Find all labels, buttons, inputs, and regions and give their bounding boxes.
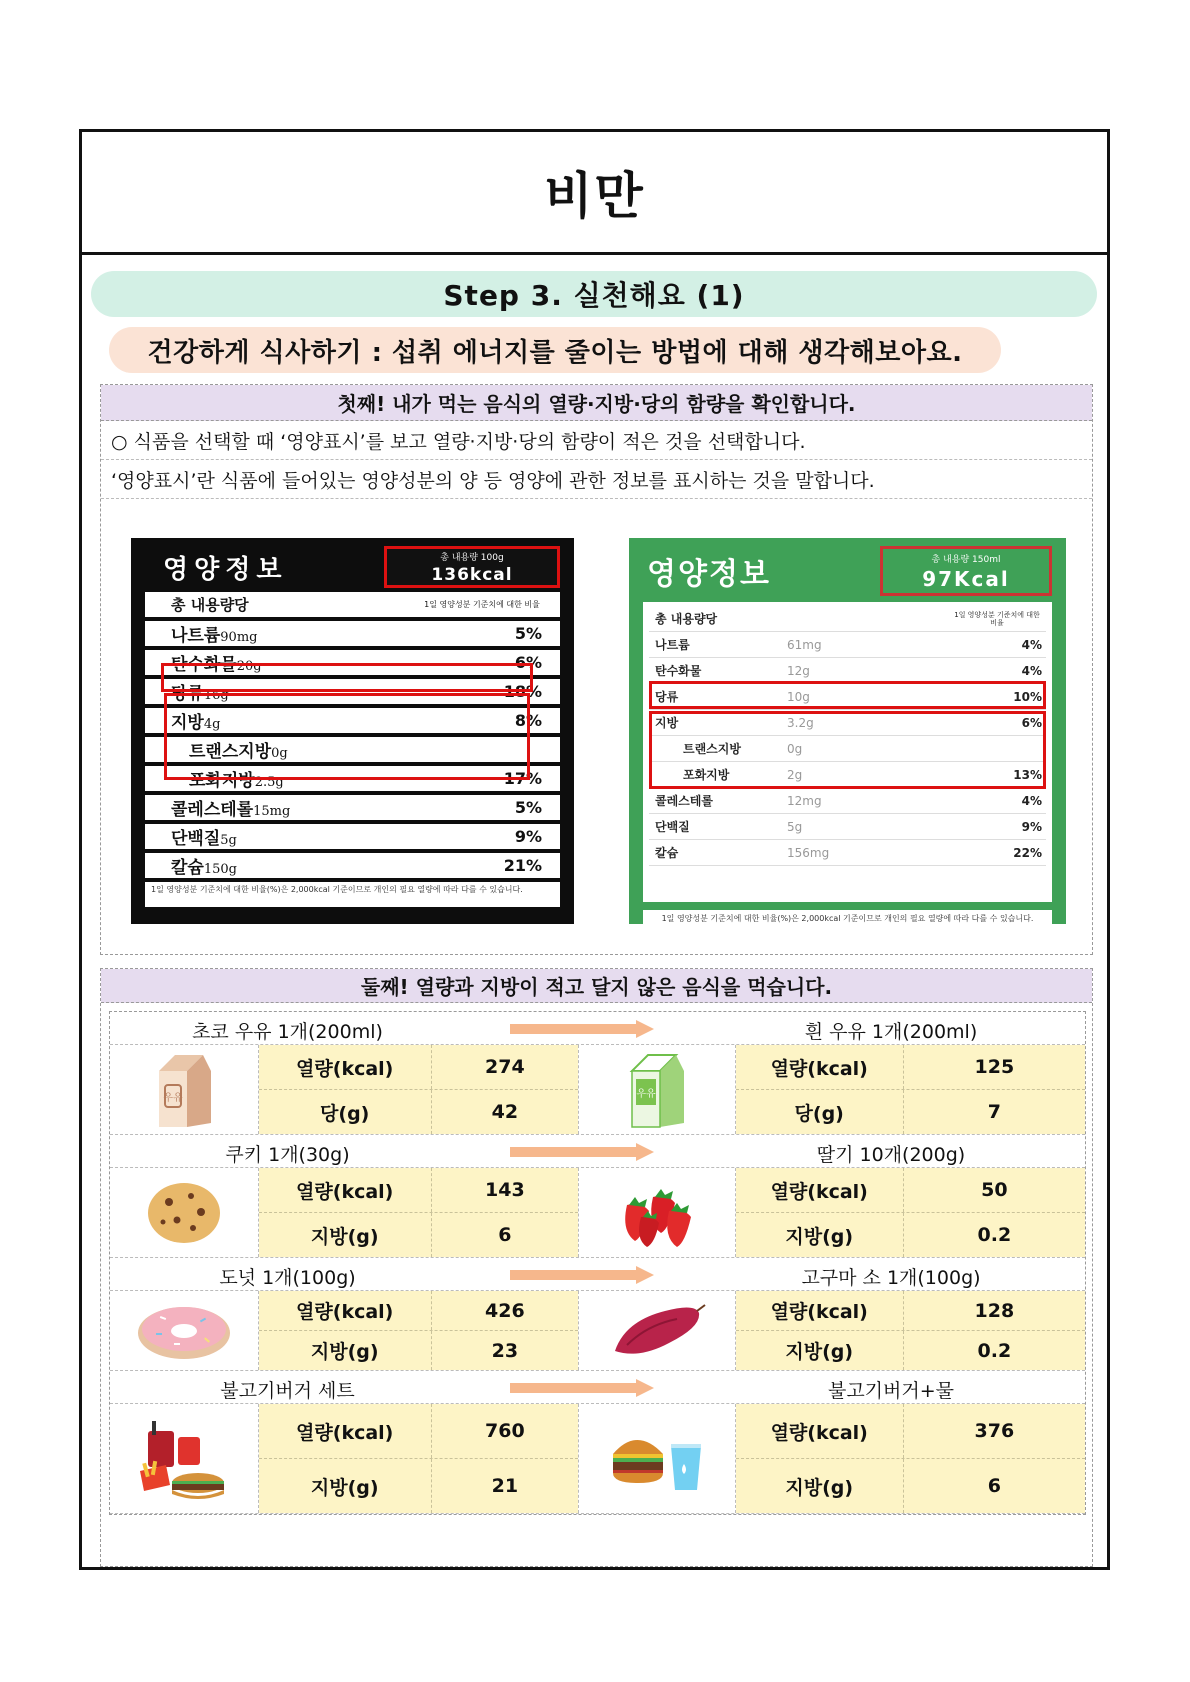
label1-nutrient: 지방	[171, 713, 204, 733]
label2-percent: 10%	[1013, 689, 1042, 704]
label2-row	[649, 814, 1046, 840]
arrow-right-icon	[510, 1266, 654, 1284]
nutrient-value: 125	[974, 1056, 1015, 1078]
nutrient-value: 42	[491, 1101, 519, 1123]
label1-footnote: 1일 영양성분 기준치에 대한 비율(%)은 2,000kcal 기준이므로 개인의 필요 열량에 따라 다를 수 있습니다.	[145, 882, 560, 907]
label2-nutrient: 포화지방	[683, 768, 730, 782]
label2-row	[649, 840, 1046, 866]
label2-nutrient: 콜레스테롤	[655, 794, 713, 808]
label2-nutrient: 탄수화물	[655, 664, 702, 678]
label2-nutrient: 나트륨	[655, 638, 690, 652]
label1-calorie-box	[384, 546, 560, 588]
label1-percent: 5%	[514, 624, 542, 643]
title-box	[82, 132, 1107, 255]
label2-amount-value: 156mg	[787, 845, 830, 860]
sugar-highlight-box	[161, 663, 533, 692]
nutrient-value: 376	[974, 1420, 1015, 1442]
donut-icon	[110, 1291, 259, 1370]
label1-percent: 8%	[514, 711, 542, 730]
comparison-name-row	[110, 1135, 1085, 1168]
nutrient-key: 열량(kcal)	[259, 1168, 432, 1212]
nutrition-table-right	[736, 1045, 1085, 1134]
label2-amount-value: 0g	[787, 741, 803, 756]
nutrition-table-left	[259, 1291, 578, 1370]
label2-percent: 4%	[1021, 793, 1042, 808]
nutrition-table-row	[736, 1404, 1085, 1459]
label1-nutrient: 칼슘	[171, 858, 204, 878]
comparison-name-row	[110, 1258, 1085, 1291]
nutrient-key: 열량(kcal)	[736, 1291, 904, 1330]
label1-nutrient: 당류	[171, 684, 204, 704]
svg-text:우유: 우유	[163, 1092, 183, 1104]
nutrient-key: 지방(g)	[259, 1331, 432, 1370]
sugar-highlight-box-green	[649, 681, 1046, 709]
nutrient-value: 6	[987, 1475, 1001, 1497]
label2-row	[649, 788, 1046, 814]
section1-heading: 첫째! 내가 먹는 음식의 열량·지방·당의 함량을 확인합니다.	[101, 385, 1092, 421]
label1-percent: 9%	[514, 827, 542, 846]
label1-amount-value: 5g	[220, 833, 237, 848]
label2-nutrient: 지방	[655, 716, 679, 730]
nutrition-table-left	[259, 1045, 578, 1134]
label1-amount-value: 90mg	[220, 630, 258, 645]
label1-amount-value: 2.5g	[254, 775, 284, 790]
section-food-comparison	[100, 968, 1093, 1567]
label1-nutrient: 트랜스지방	[189, 742, 272, 762]
label1-nutrient: 포화지방	[189, 771, 255, 791]
nutrient-key: 열량(kcal)	[736, 1404, 904, 1458]
nutrition-table-row	[736, 1331, 1085, 1370]
nutrient-key: 열량(kcal)	[259, 1045, 432, 1089]
section1-line2: ‘영양표시’란 식품에 들어있는 영양성분의 양 등 영양에 관한 정보를 표시하는 것을 말합니다.	[101, 460, 1092, 499]
nutrient-value: 426	[485, 1299, 525, 1322]
nutrition-table-row	[736, 1090, 1085, 1134]
label1-row	[145, 621, 560, 646]
strawberries-icon	[578, 1168, 736, 1257]
nutrition-table-left	[259, 1404, 578, 1513]
food-name-right: 흰 우유 1개(200ml)	[804, 1021, 978, 1043]
nutrition-table-row	[259, 1331, 578, 1370]
label2-row	[649, 632, 1046, 658]
food-name-left: 쿠키 1개(30g)	[225, 1144, 350, 1166]
nutrition-table-row	[736, 1459, 1085, 1513]
cookie-icon	[110, 1168, 259, 1257]
choco-milk-carton-icon	[110, 1045, 259, 1134]
label2-amount-value: 2g	[787, 767, 803, 782]
nutrition-label-green	[629, 538, 1066, 924]
burger-water-icon	[578, 1404, 736, 1513]
label2-header-right: 1일 영양성분 기준치에 대한 비율	[954, 610, 1040, 627]
label2-amount-value: 12g	[787, 663, 810, 678]
nutrient-key: 열량(kcal)	[259, 1404, 432, 1458]
arrow-right-icon	[510, 1379, 654, 1397]
page-title: 비만	[544, 167, 645, 225]
label1-row-name	[171, 795, 290, 820]
nutrition-table-row	[736, 1045, 1085, 1090]
label1-row-name	[171, 824, 237, 849]
label2-amount-value: 3.2g	[787, 715, 814, 730]
label1-amount-value: 16g	[203, 688, 229, 703]
nutrient-key: 당(g)	[259, 1090, 432, 1134]
label1-row	[145, 795, 560, 820]
comparison-name-row	[110, 1371, 1085, 1404]
subtitle-banner: 건강하게 식사하기 : 섭취 에너지를 줄이는 방법에 대해 생각해보아요.	[109, 327, 1001, 373]
food-name-left: 도넛 1개(100g)	[219, 1267, 356, 1289]
label1-percent: 21%	[503, 856, 542, 875]
label2-percent: 22%	[1013, 845, 1042, 860]
nutrition-table-row	[259, 1291, 578, 1331]
comparison-data-row	[110, 1168, 1085, 1258]
comparison-data-row	[110, 1291, 1085, 1371]
label2-amount: 총 내용량 150ml	[931, 555, 1001, 565]
arrow-right-icon	[510, 1020, 654, 1038]
comparison-data-row	[110, 1404, 1085, 1514]
nutrition-table-row	[259, 1213, 578, 1257]
nutrient-value: 760	[485, 1420, 525, 1442]
nutrition-table-row	[736, 1291, 1085, 1331]
nutrient-key: 지방(g)	[259, 1213, 432, 1257]
food-name-right: 딸기 10개(200g)	[816, 1144, 966, 1166]
nutrient-key: 지방(g)	[736, 1213, 904, 1257]
arrow-right-icon	[510, 1143, 654, 1161]
section2-heading: 둘째! 열량과 지방이 적고 달지 않은 음식을 먹습니다.	[101, 969, 1092, 1003]
label1-row	[145, 824, 560, 849]
nutrition-table-row	[259, 1404, 578, 1459]
food-name-left: 초코 우유 1개(200ml)	[192, 1021, 383, 1043]
label2-nutrient: 당류	[655, 690, 679, 704]
nutrition-table-row	[736, 1213, 1085, 1257]
comparison-name-row	[110, 1012, 1085, 1045]
label1-percent: 6%	[514, 653, 542, 672]
label1-kcal: 136kcal	[431, 565, 513, 585]
label1-header-row	[145, 592, 560, 617]
label2-kcal: 97Kcal	[922, 567, 1010, 591]
burger-set-icon	[110, 1404, 259, 1513]
label1-percent: 17%	[503, 769, 542, 788]
nutrient-key: 열량(kcal)	[736, 1168, 904, 1212]
label1-nutrient: 콜레스테롤	[171, 800, 254, 820]
label2-amount-value: 12mg	[787, 793, 822, 808]
label2-nutrient: 단백질	[655, 820, 690, 834]
section-nutrition-label	[100, 384, 1093, 955]
label2-nutrient: 칼슘	[655, 846, 679, 860]
label2-amount-value: 5g	[787, 819, 803, 834]
label2-percent: 6%	[1021, 715, 1042, 730]
nutrition-table-row	[259, 1459, 578, 1513]
label2-amount-value: 61mg	[787, 637, 822, 652]
label2-amount-value: 10g	[787, 689, 810, 704]
nutrition-table-right	[736, 1291, 1085, 1370]
nutrient-key: 열량(kcal)	[736, 1045, 904, 1089]
nutrient-value: 274	[485, 1056, 525, 1078]
label1-title: 영양정보	[163, 554, 288, 585]
label1-amount-value: 150g	[203, 862, 237, 877]
nutrition-table-row	[259, 1168, 578, 1213]
nutrient-value: 23	[491, 1339, 519, 1362]
label1-nutrient: 단백질	[171, 829, 221, 849]
nutrient-key: 지방(g)	[736, 1331, 904, 1370]
label2-percent: 4%	[1021, 663, 1042, 678]
label1-row	[145, 853, 560, 878]
fat-highlight-box	[164, 693, 530, 780]
nutrient-key: 당(g)	[736, 1090, 904, 1134]
label1-nutrient: 나트륨	[171, 626, 221, 646]
food-comparison-table	[109, 1011, 1086, 1515]
label1-percent: 5%	[514, 798, 542, 817]
nutrition-table-right	[736, 1404, 1085, 1513]
label2-header-left: 총 내용량당	[655, 612, 718, 626]
fat-highlight-box-green	[649, 711, 1046, 789]
white-milk-carton-icon	[578, 1045, 736, 1134]
nutrition-table-row	[736, 1168, 1085, 1213]
worksheet-frame	[79, 129, 1110, 1570]
label1-amount: 총 내용량 100g	[440, 553, 504, 563]
nutrient-value: 0.2	[977, 1224, 1012, 1246]
label1-row-name	[171, 853, 237, 878]
label2-header-row	[649, 606, 1046, 632]
sweet-potato-icon	[578, 1291, 736, 1370]
label1-header-right: 1일 영양성분 기준치에 대한 비율	[424, 600, 540, 609]
label1-amount-value: 4g	[203, 717, 221, 732]
nutrition-table-left	[259, 1168, 578, 1257]
comparison-data-row	[110, 1045, 1085, 1135]
nutrient-key: 지방(g)	[736, 1459, 904, 1513]
food-name-right: 불고기버거+물	[827, 1380, 955, 1402]
nutrient-value: 21	[491, 1475, 519, 1497]
nutrition-table-row	[259, 1090, 578, 1134]
label2-calorie-box	[880, 546, 1052, 596]
step-banner: Step 3. 실천해요 (1)	[91, 271, 1097, 317]
label2-nutrient: 트랜스지방	[683, 742, 741, 756]
label2-percent: 9%	[1021, 819, 1042, 834]
nutrient-value: 128	[974, 1299, 1015, 1322]
nutrient-value: 7	[987, 1101, 1001, 1123]
label2-footnote: 1일 영양성분 기준치에 대한 비율(%)은 2,000kcal 기준이므로 개인의 필요 열량에 따라 다를 수 있습니다.	[643, 910, 1052, 940]
nutrient-value: 143	[485, 1179, 525, 1201]
label1-amount-value: 15mg	[253, 804, 291, 819]
label1-amount-value: 0g	[271, 746, 288, 761]
label1-nutrient: 탄수화물	[171, 655, 237, 675]
label1-amount-value: 20g	[236, 659, 262, 674]
food-name-left: 불고기버거 세트	[220, 1380, 355, 1402]
label2-percent: 4%	[1021, 637, 1042, 652]
nutrient-key: 지방(g)	[259, 1459, 432, 1513]
nutrition-label-black	[131, 538, 574, 924]
nutrition-table-row	[259, 1045, 578, 1090]
nutrient-value: 0.2	[977, 1339, 1012, 1362]
nutrient-value: 50	[981, 1179, 1008, 1201]
label1-row-name	[171, 621, 257, 646]
label2-title: 영양정보	[647, 557, 771, 592]
nutrition-table-right	[736, 1168, 1085, 1257]
label1-header-left: 총 내용량당	[171, 596, 249, 614]
food-name-right: 고구마 소 1개(100g)	[801, 1267, 981, 1289]
nutrition-labels-area	[101, 501, 1092, 954]
nutrient-key: 열량(kcal)	[259, 1291, 432, 1330]
nutrient-value: 6	[498, 1224, 512, 1246]
svg-text:우유: 우유	[636, 1088, 656, 1100]
label1-percent: 18%	[503, 682, 542, 701]
label2-percent: 13%	[1013, 767, 1042, 782]
section1-line1: ○ 식품을 선택할 때 ‘영양표시’를 보고 열량·지방·당의 함량이 적은 것을 선택합니다.	[101, 421, 1092, 460]
